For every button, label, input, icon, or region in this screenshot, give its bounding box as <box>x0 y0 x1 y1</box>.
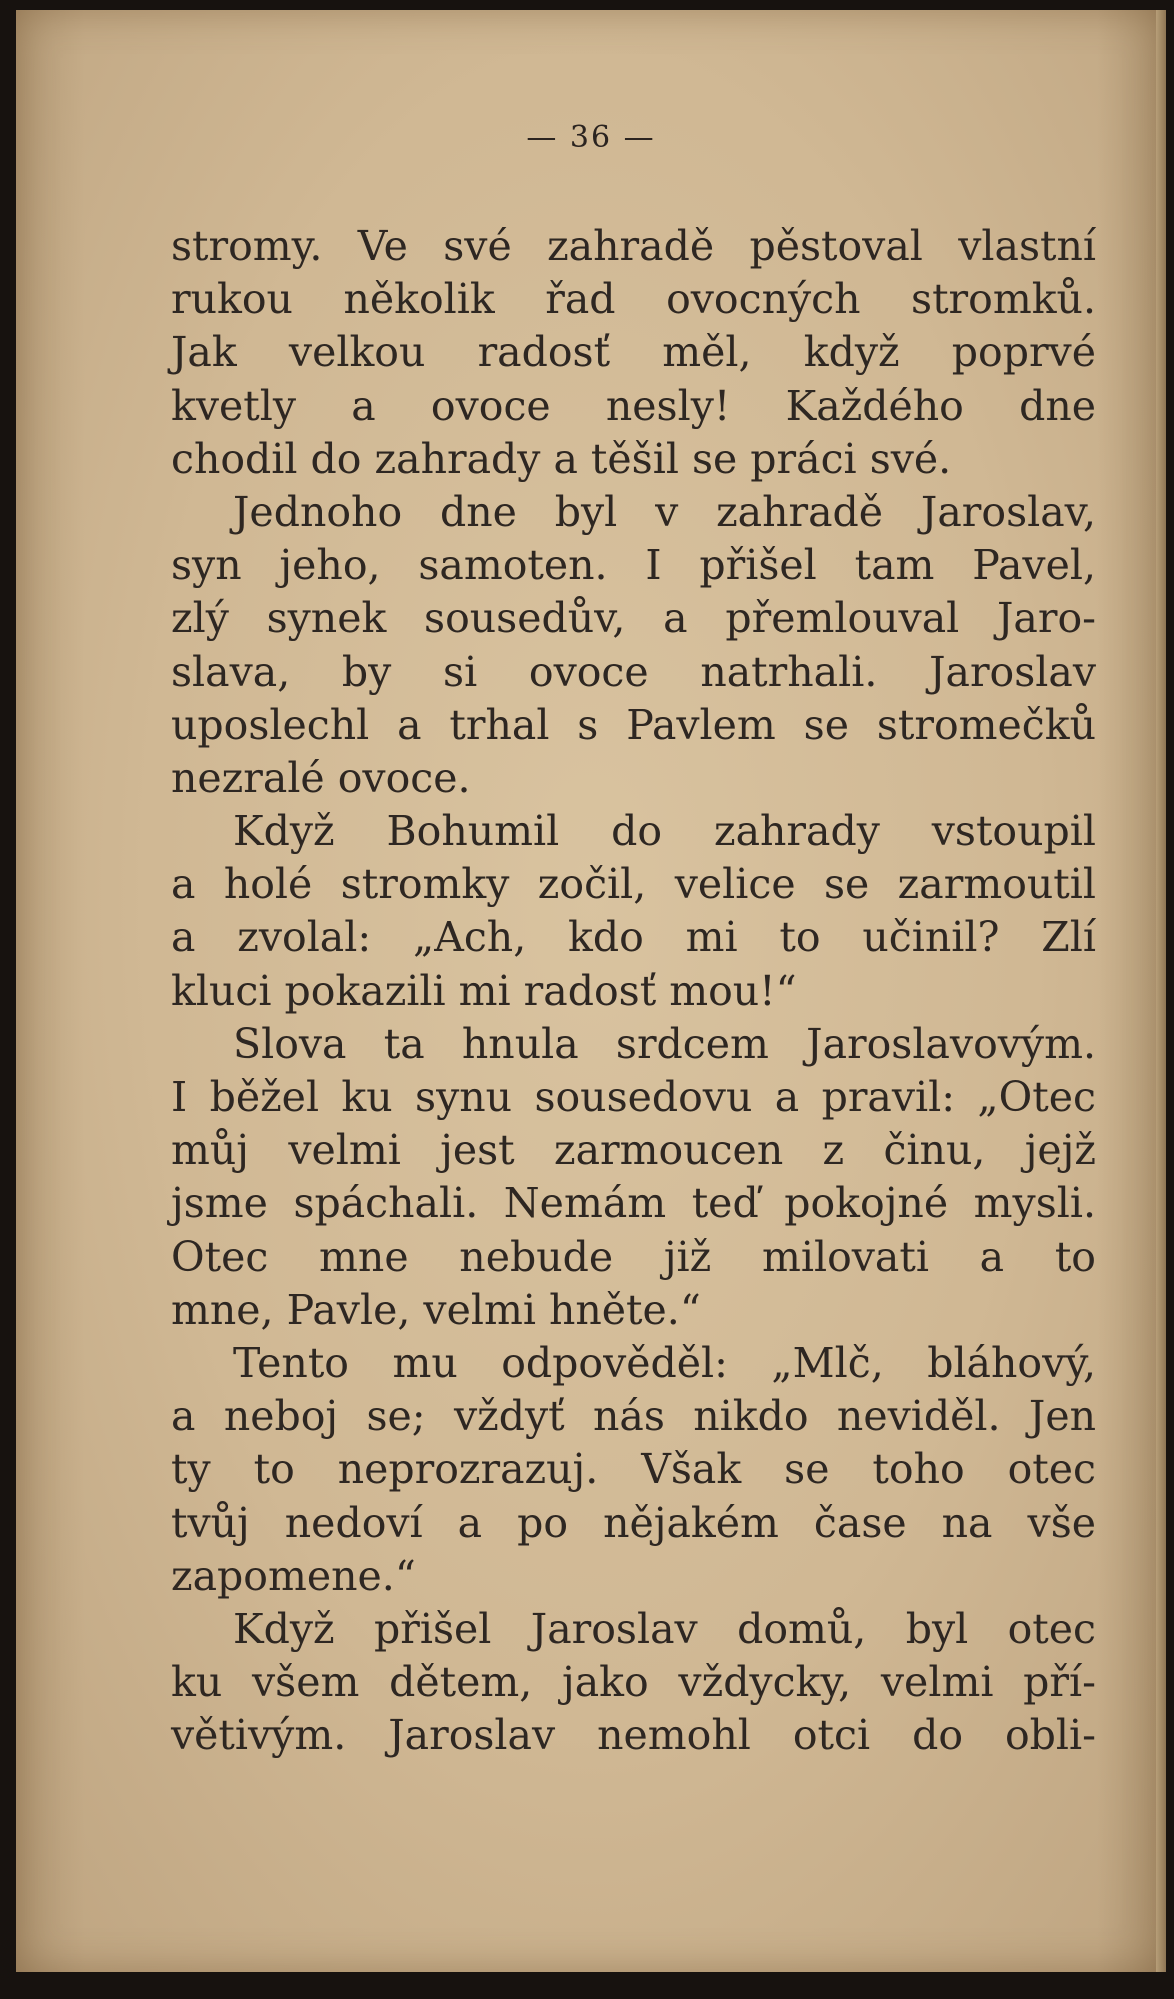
text-line: rukou několik řad ovocných stromků. <box>171 275 1096 324</box>
text-line: tvůj nedoví a po nějakém čase na vše <box>171 1498 1096 1547</box>
text-line: a holé stromky zočil, velice se zarmoutil <box>171 860 1096 909</box>
text-line: chodil do zahrady a těšil se práci své. <box>171 434 952 483</box>
text-line: Jak velkou radosť měl, když poprvé <box>171 328 1096 377</box>
page-paper <box>16 10 1166 1972</box>
text-line: Tento mu odpověděl: „Mlč, bláhový, <box>233 1338 1096 1387</box>
text-line: ku všem dětem, jako vždycky, velmi pří- <box>171 1658 1096 1707</box>
text-line: nezralé ovoce. <box>171 753 471 802</box>
text-line: slava, by si ovoce natrhali. Jaroslav <box>171 647 1096 696</box>
text-line: a zvolal: „Ach, kdo mi to učinil? Zlí <box>171 913 1096 962</box>
body-text <box>171 220 1096 1762</box>
text-line: zlý synek sousedův, a přemlouval Jaro- <box>171 594 1096 643</box>
text-line: a neboj se; vždyť nás nikdo neviděl. Jen <box>171 1392 1096 1441</box>
text-line: syn jeho, samoten. I přišel tam Pavel, <box>171 541 1096 590</box>
text-line: kvetly a ovoce nesly! Každého dne <box>171 381 1096 430</box>
text-line: kluci pokazili mi radosť mou!“ <box>171 966 797 1015</box>
text-line: Když Bohumil do zahrady vstoupil <box>233 807 1096 856</box>
text-line: jsme spáchali. Nemám teď pokojné mysli. <box>171 1179 1096 1228</box>
page-number: — 36 — <box>526 120 656 155</box>
page-edge <box>1156 10 1166 1972</box>
text-line: Slova ta hnula srdcem Jaroslavovým. <box>233 1019 1096 1068</box>
text-line: stromy. Ve své zahradě pěstoval vlastní <box>171 222 1096 270</box>
text-line: I běžel ku synu sousedovu a pravil: „Otec <box>171 1073 1096 1121</box>
text-line: Když přišel Jaroslav domů, byl otec <box>233 1604 1096 1653</box>
text-line: větivým. Jaroslav nemohl otci do obli- <box>171 1711 1096 1760</box>
text-line: ty to neprozrazuj. Však se toho otec <box>171 1445 1096 1494</box>
text-line: můj velmi jest zarmoucen z činu, jejž <box>171 1126 1096 1175</box>
text-line: zapomene.“ <box>171 1551 416 1600</box>
text-line: mne, Pavle, velmi hněte.“ <box>171 1285 701 1334</box>
text-line: Otec mne nebude již milovati a to <box>171 1232 1096 1281</box>
text-line: uposlechl a trhal s Pavlem se stromečků <box>171 700 1096 749</box>
text-line: Jednoho dne byl v zahradě Jaroslav, <box>233 487 1096 536</box>
